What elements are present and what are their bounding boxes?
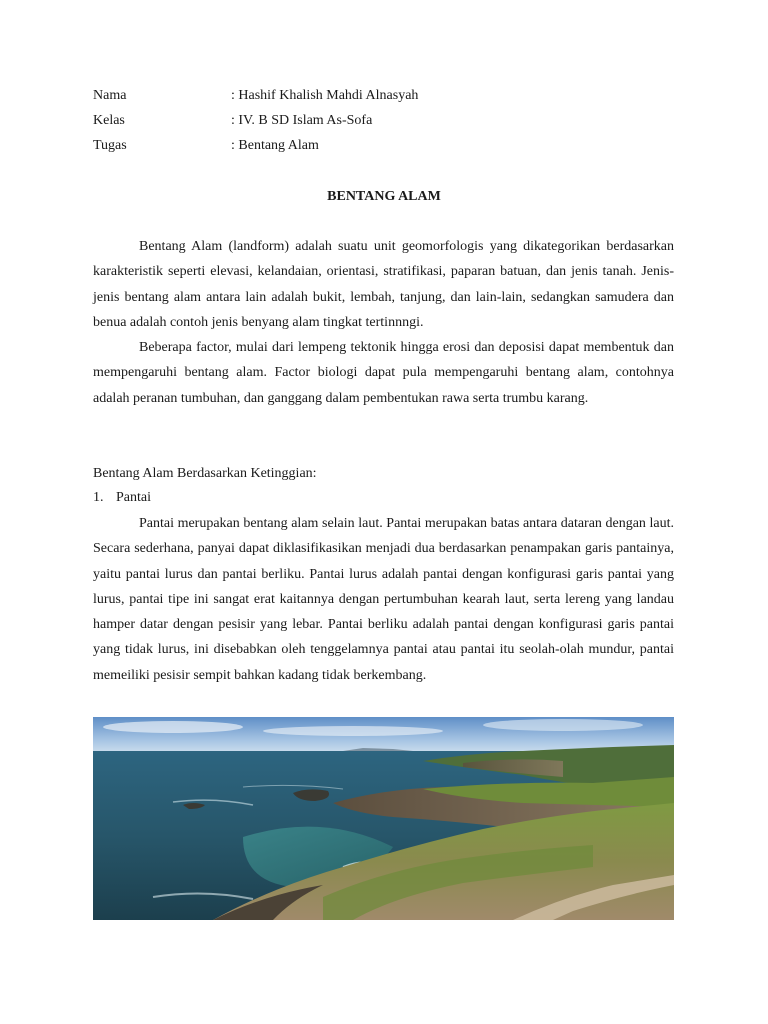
document-title: BENTANG ALAM	[327, 189, 441, 204]
list-item-pantai	[93, 488, 151, 508]
header-row-nama	[93, 86, 418, 106]
coastal-landscape-photo	[93, 717, 674, 920]
header-row-kelas	[93, 111, 372, 131]
paragraph-factors: Beberapa factor, mulai dari lempeng tektonik hingga erosi dan deposisi dapat membentuk dan mempengaruhi bentang alam. Factor biologi dapat pula mempengaruhi bentang alam, contohnya adalah peranan tumbuhan, dan ganggang dalam pembentukan rawa serta trumbu karang.	[93, 340, 674, 406]
coastal-landscape-illustration	[93, 717, 674, 920]
section-heading: Bentang Alam Berdasarkan Ketinggian:	[93, 466, 317, 481]
list-label: Pantai	[116, 490, 151, 505]
header-value: : IV. B SD Islam As-Sofa	[231, 113, 373, 128]
header-row-tugas	[93, 136, 319, 156]
header-value: : Bentang Alam	[231, 138, 319, 153]
list-number: 1.	[93, 490, 104, 505]
paragraph-pantai: Pantai merupakan bentang alam selain laut. Pantai merupakan batas antara dataran dengan laut. Secara sederhana, panyai dapat diklasifikasikan menjadi dua berdasarkan penampakan garis pantainya, yaitu pantai lurus dan pantai berliku. Pantai lurus adalah pantai dengan konfigurasi garis pantai yang lurus, pantai tipe ini sangat erat kaitannya dengan pertumbuhan kearah laut, serta lereng yang landau hamper datar dengan pesisir yang lebar. Pantai berliku adalah pantai dengan konfigurasi garis pantai yang tidak lurus, ini disebabkan oleh tenggelamnya pantai atau pantai itu seolah-olah mundur, pantai memeiliki pesisir sempit bahkan kadang tidak berkembang.	[93, 516, 674, 683]
header-label: Nama	[93, 88, 127, 103]
paragraph-intro: Bentang Alam (landform) adalah suatu unit geomorfologis yang dikategorikan berdasarkan karakteristik seperti elevasi, kelandaian, orientasi, stratifikasi, paparan batuan, dan jenis tanah. Jenis- jenis bentang alam antara lain adalah bukit, lembah, tanjung, dan lain-lain, sedangkan samudera dan benua adalah contoh jenis benyang alam tingkat tertinnngi.	[93, 239, 674, 330]
header-value: : Hashif Khalish Mahdi Alnasyah	[231, 88, 419, 103]
header-label: Kelas	[93, 113, 125, 128]
header-label: Tugas	[93, 138, 127, 153]
